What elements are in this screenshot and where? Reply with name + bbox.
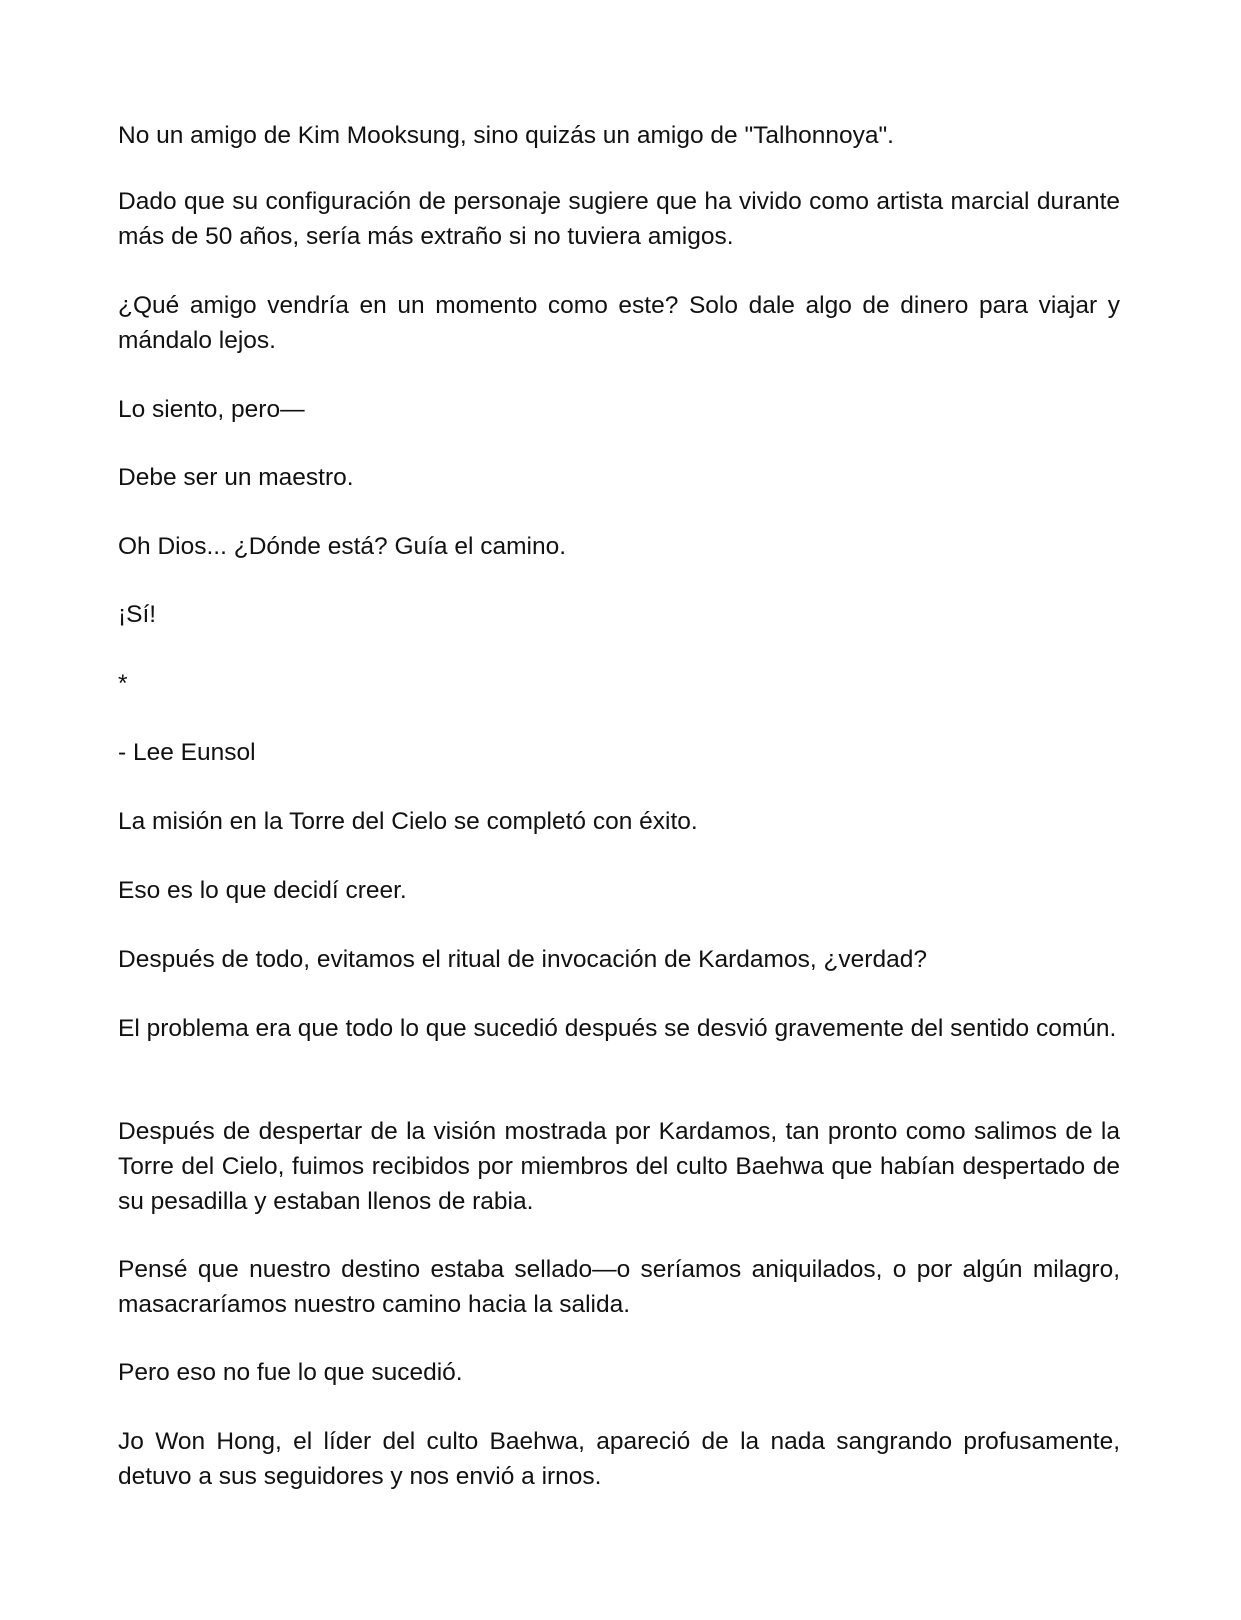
paragraph-1: No un amigo de Kim Mooksung, sino quizás un amigo de "Talhonnoya". <box>118 122 894 149</box>
paragraph-17: Jo Won Hong, el líder del culto Baehwa, apareció de la nada sangrando profusamente, detuvo a sus seguidores y nos envió a irnos. <box>118 1428 1120 1490</box>
paragraph-6: Oh Dios... ¿Dónde está? Guía el camino. <box>118 533 567 560</box>
paragraph-12: Después de todo, evitamos el ritual de invocación de Kardamos, ¿verdad? <box>118 946 927 973</box>
paragraph-4: Lo siento, pero— <box>118 396 305 423</box>
paragraph-14: Después de despertar de la visión mostrada por Kardamos, tan pronto como salimos de la Torre del Cielo, fuimos recibidos por miembros del culto Baehwa que habían despertado de su pesadilla y estaban llenos de rabia. <box>118 1118 1120 1215</box>
paragraph-10: La misión en la Torre del Cielo se completó con éxito. <box>118 808 698 835</box>
scene-break: * <box>118 670 128 697</box>
paragraph-16: Pero eso no fue lo que sucedió. <box>118 1359 463 1386</box>
paragraph-13: El problema era que todo lo que sucedió después se desvió gravemente del sentido común. <box>118 1015 1117 1042</box>
paragraph-3: ¿Qué amigo vendría en un momento como este? Solo dale algo de dinero para viajar y mándalo lejos. <box>118 292 1120 354</box>
paragraph-2: Dado que su configuración de personaje sugiere que ha vivido como artista marcial durante más de 50 años, sería más extraño si no tuviera amigos. <box>118 188 1120 250</box>
pov-marker: - Lee Eunsol <box>118 739 256 766</box>
paragraph-11: Eso es lo que decidí creer. <box>118 877 407 904</box>
paragraph-7: ¡Sí! <box>118 601 157 628</box>
paragraph-5: Debe ser un maestro. <box>118 464 354 491</box>
paragraph-15: Pensé que nuestro destino estaba sellado—o seríamos aniquilados, o por algún milagro, masacraríamos nuestro camino hacia la salida. <box>118 1256 1120 1318</box>
